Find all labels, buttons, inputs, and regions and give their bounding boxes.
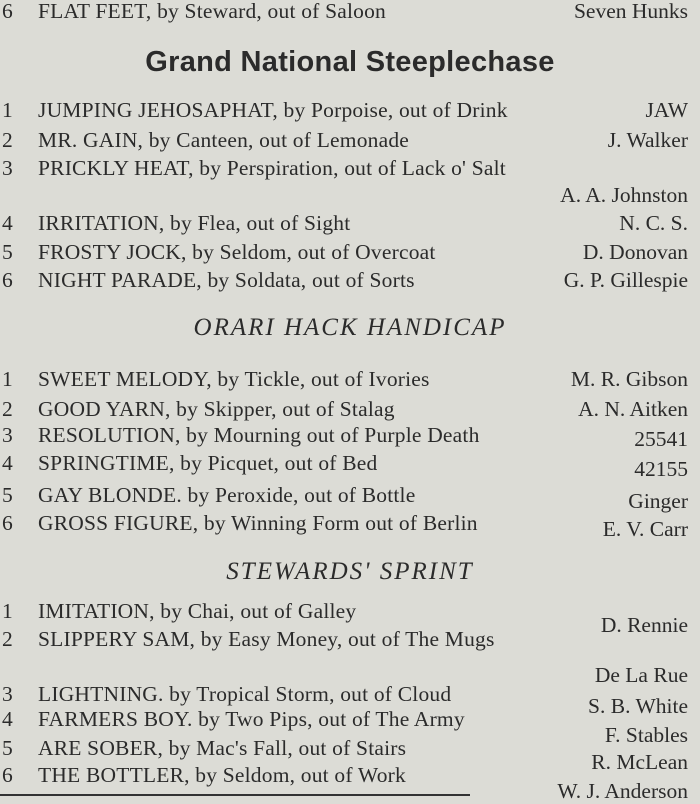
race-title: Grand National Steeplechase xyxy=(145,46,555,78)
entry-text: IRRITATION, by Flea, out of Sight xyxy=(38,211,351,235)
race-entry xyxy=(0,267,700,293)
race-entry xyxy=(0,626,700,652)
entry-jockey: Ginger xyxy=(628,489,688,513)
entry-text: FARMERS BOY. by Two Pips, out of The Army xyxy=(38,707,465,731)
entry-jockey: N. C. S. xyxy=(619,211,688,235)
race-entry xyxy=(0,155,700,181)
race-entry xyxy=(0,735,700,774)
race-title: STEWARDS' SPRINT xyxy=(226,558,474,585)
race-entry xyxy=(0,681,700,718)
entry-jockey: G. P. Gillespie xyxy=(563,268,688,292)
entry-jockey: J. Walker xyxy=(607,128,688,152)
race-entry xyxy=(0,422,700,451)
entry-text: GOOD YARN, by Skipper, out of Stalag xyxy=(38,397,395,421)
entry-number: 4 xyxy=(2,451,13,475)
entry-number: 5 xyxy=(2,483,13,507)
entry-jockey: A. A. Johnston xyxy=(560,183,688,207)
entry-jockey: W. J. Anderson xyxy=(557,779,688,803)
entry-text: PRICKLY HEAT, by Perspiration, out of Lack o' Salt xyxy=(38,156,506,180)
entry-text: LIGHTNING. by Tropical Storm, out of Cloud xyxy=(38,682,452,706)
entry-text: FROSTY JOCK, by Seldom, out of Overcoat xyxy=(38,240,436,264)
entry-jockey: R. McLean xyxy=(591,750,688,774)
entry-number: 3 xyxy=(2,156,13,180)
race-entry xyxy=(0,0,700,24)
race-entry xyxy=(0,482,700,513)
race-entry xyxy=(0,210,700,236)
race-entry xyxy=(0,127,700,153)
entry-number: 5 xyxy=(2,240,13,264)
race-entry xyxy=(0,706,700,747)
entry-number: 6 xyxy=(2,511,13,535)
race-entry xyxy=(0,510,700,541)
entry-number: 6 xyxy=(2,763,13,787)
entry-number: 4 xyxy=(2,707,13,731)
race-entry xyxy=(0,97,700,123)
entry-text: NIGHT PARADE, by Soldata, out of Sorts xyxy=(38,268,415,292)
entry-jockey: 42155 xyxy=(634,457,688,481)
entry-jockey: 25541 xyxy=(634,427,688,451)
entry-number: 4 xyxy=(2,211,13,235)
entry-text: IMITATION, by Chai, out of Galley xyxy=(38,599,357,623)
entry-number: 6 xyxy=(2,0,13,23)
entry-number: 2 xyxy=(2,128,13,152)
entry-jockey: A. N. Aitken xyxy=(578,397,688,421)
race-title: ORARI HACK HANDICAP xyxy=(193,314,507,341)
entry-jockey: De La Rue xyxy=(594,663,688,687)
race-entry xyxy=(0,762,700,803)
entry-jockey: D. Donovan xyxy=(582,240,688,264)
entry-number: 1 xyxy=(2,367,13,391)
entry-jockey: JAW xyxy=(645,98,688,122)
entry-text: MR. GAIN, by Canteen, out of Lemonade xyxy=(38,128,410,152)
divider-rule xyxy=(0,794,470,796)
entry-number: 2 xyxy=(2,627,13,651)
race-entry xyxy=(0,450,700,481)
entry-number: 1 xyxy=(2,98,13,122)
entry-number: 3 xyxy=(2,423,13,447)
entry-text: RESOLUTION, by Mourning out of Purple Death xyxy=(38,423,480,447)
entry-jockey: S. B. White xyxy=(588,694,688,718)
entry-number: 2 xyxy=(2,397,13,421)
entry-number: 3 xyxy=(2,682,13,706)
entry-text: THE BOTTLER, by Seldom, out of Work xyxy=(38,763,406,787)
entry-jockey: M. R. Gibson xyxy=(570,367,688,391)
entry-text: SLIPPERY SAM, by Easy Money, out of The Mugs xyxy=(38,627,495,651)
entry-jockey: D. Rennie xyxy=(600,613,688,637)
entry-text: SPRINGTIME, by Picquet, out of Bed xyxy=(38,451,378,475)
entry-number: 1 xyxy=(2,599,13,623)
entry-number: 6 xyxy=(2,268,13,292)
entry-text: GAY BLONDE. by Peroxide, out of Bottle xyxy=(38,483,416,507)
race-entry xyxy=(0,598,700,637)
entry-text: ARE SOBER, by Mac's Fall, out of Stairs xyxy=(38,736,407,760)
entry-text: SWEET MELODY, by Tickle, out of Ivories xyxy=(38,367,430,391)
entry-text: FLAT FEET, by Steward, out of Saloon xyxy=(38,0,386,23)
entry-number: 5 xyxy=(2,736,13,760)
entry-jockey: F. Stables xyxy=(604,723,688,747)
entry-jockey: E. V. Carr xyxy=(602,517,688,541)
entry-text: GROSS FIGURE, by Winning Form out of Berlin xyxy=(38,511,478,535)
entry-jockey: Seven Hunks xyxy=(573,0,688,23)
race-entry xyxy=(0,396,700,422)
race-entry xyxy=(0,239,700,265)
race-entry xyxy=(0,366,700,392)
entry-text: JUMPING JEHOSAPHAT, by Porpoise, out of Drink xyxy=(38,98,508,122)
